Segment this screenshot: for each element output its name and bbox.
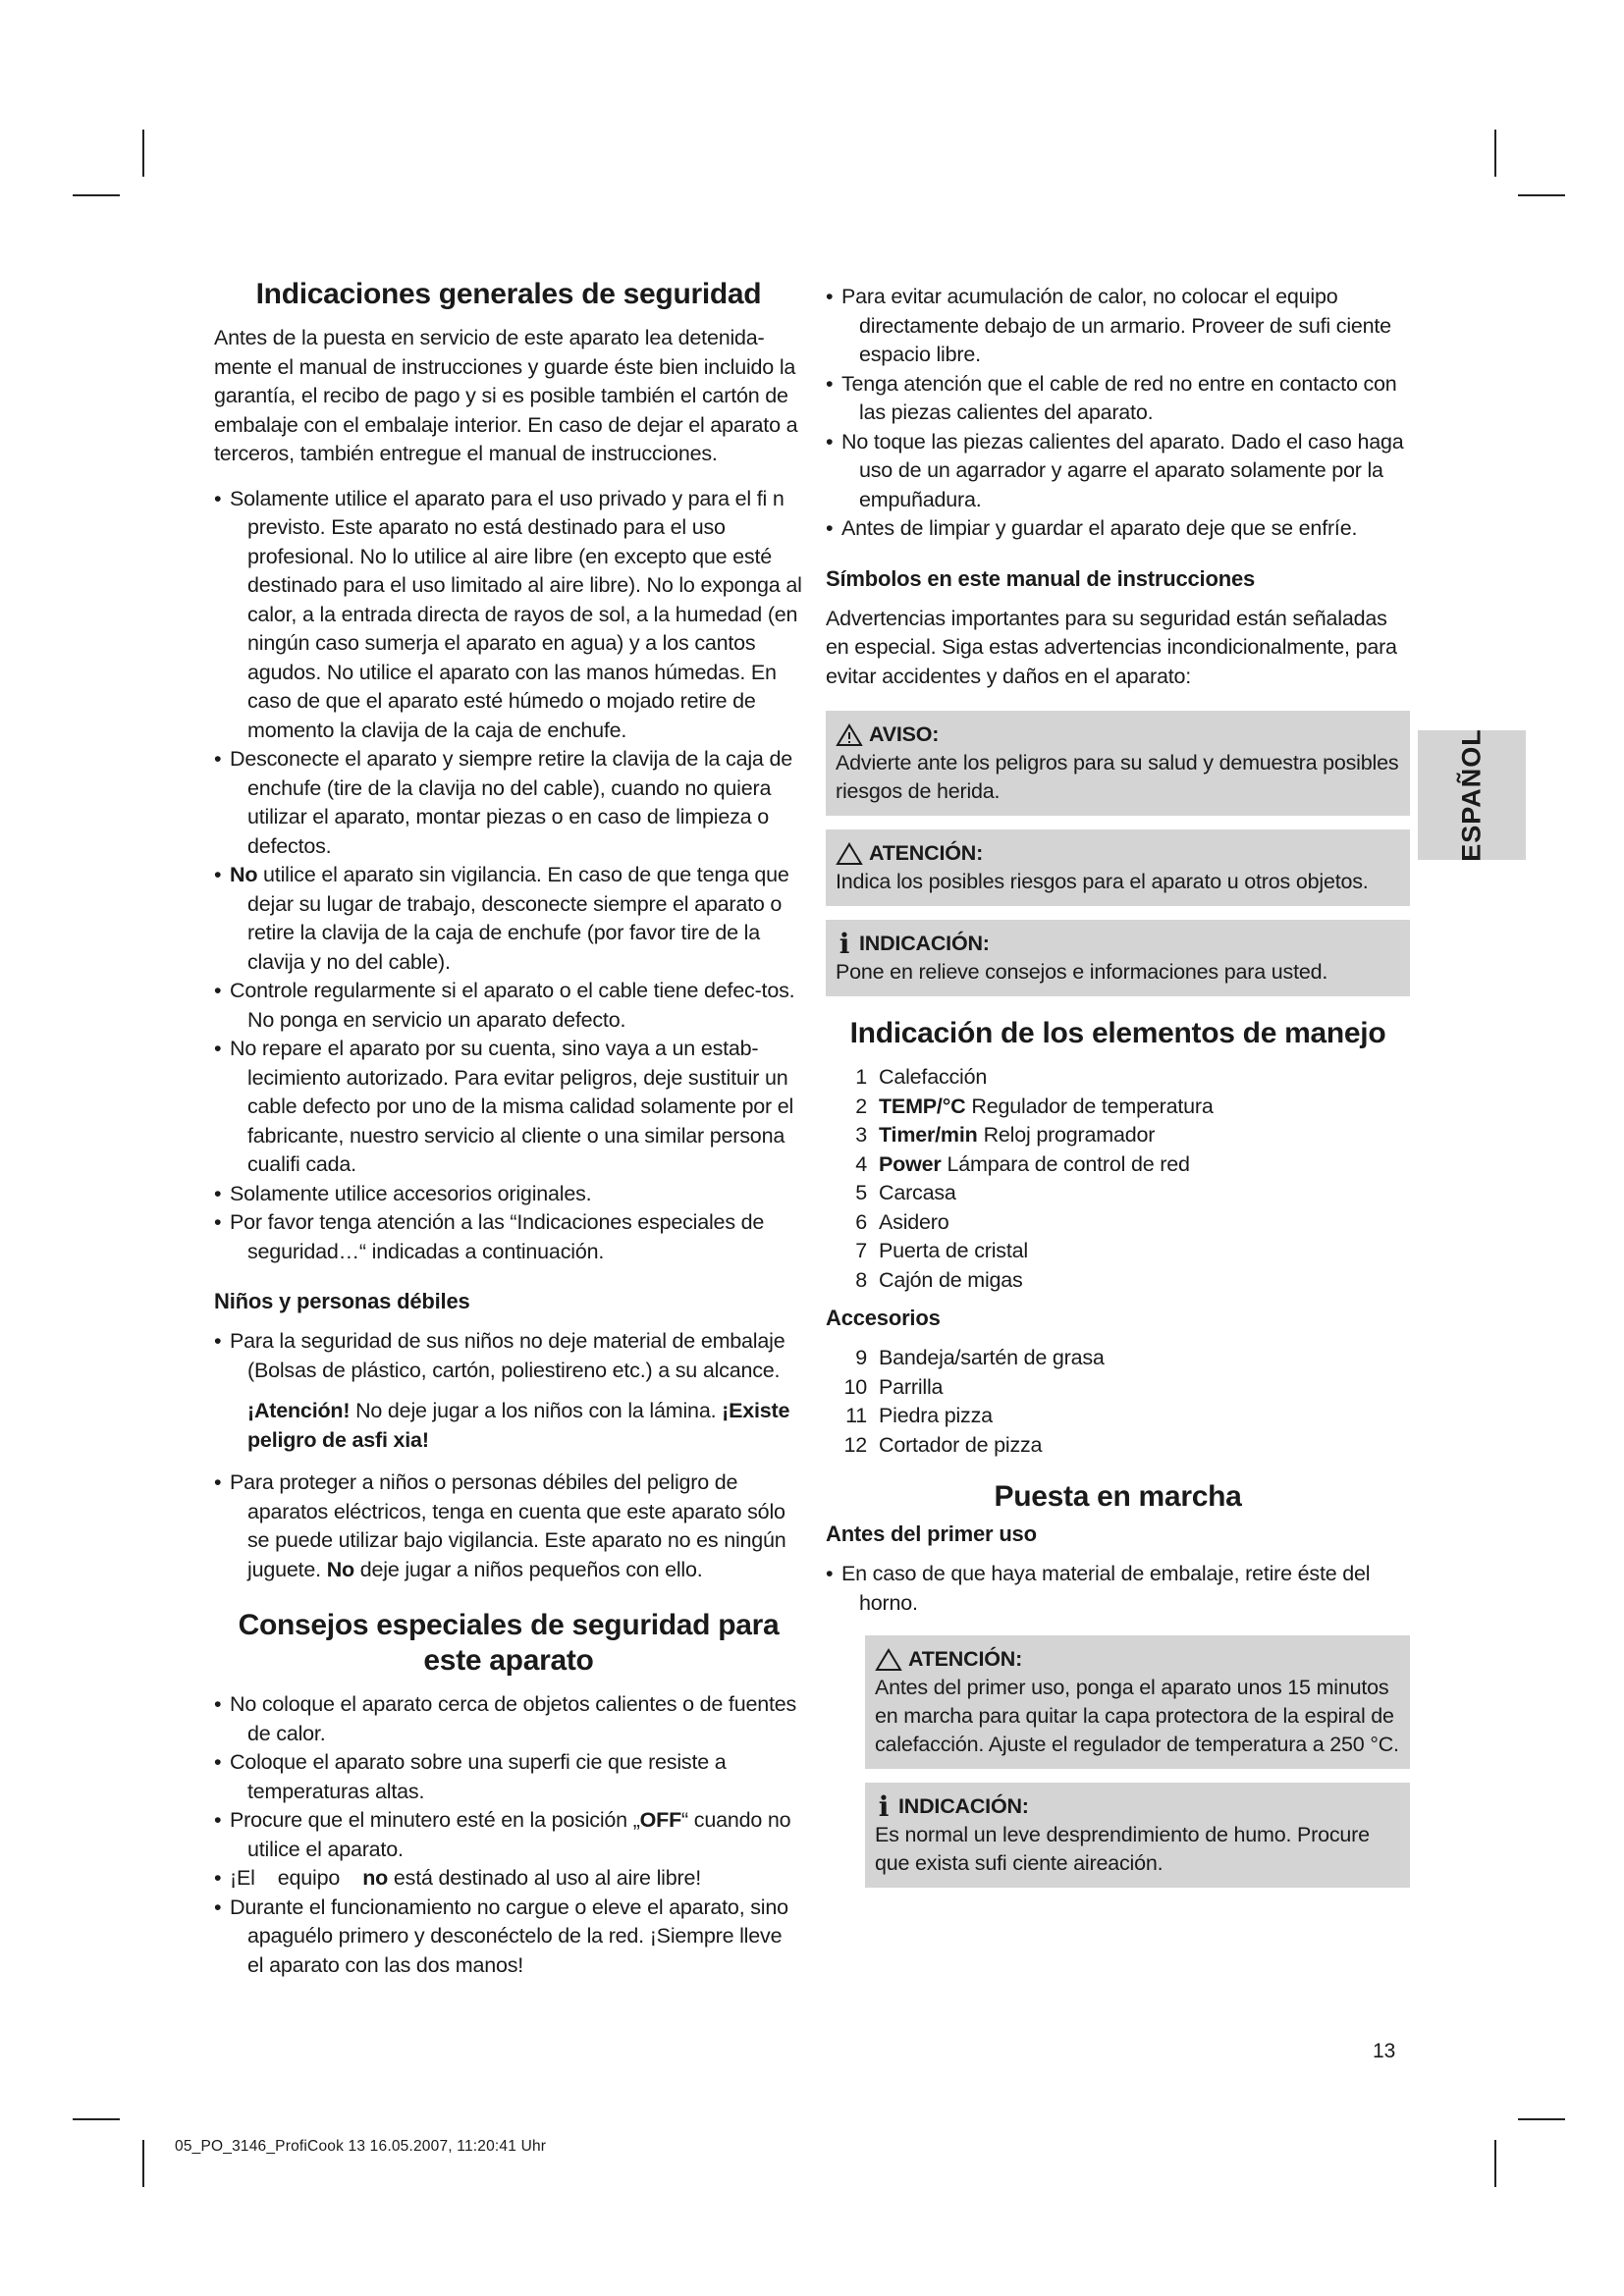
atencion-title: ATENCIÓN: xyxy=(869,841,984,865)
list-item: • Por favor tenga atención a las “Indicaciones especiales de seguridad…“ indicadas a continuación. xyxy=(214,1208,803,1266)
list-item xyxy=(839,1121,1410,1150)
right-column xyxy=(826,283,1410,1901)
bold-word: OFF xyxy=(639,1808,682,1832)
item-text: Puerta de cristal xyxy=(879,1239,1028,1262)
list-item: • Antes de limpiar y guardar el aparato deje que se enfríe. xyxy=(826,514,1410,544)
item-bold: Timer/min xyxy=(879,1123,978,1147)
accessories-list xyxy=(826,1344,1410,1460)
indicacion2-title: INDICACIÓN: xyxy=(898,1794,1029,1818)
list-item xyxy=(214,1806,803,1864)
atencion-title-row xyxy=(836,839,1400,868)
warning-triangle-icon xyxy=(836,723,863,747)
item-text: Bandeja/sartén de grasa xyxy=(879,1346,1105,1369)
list-item xyxy=(839,1237,1410,1266)
warning-text: No deje jugar a los niños con la lámina. xyxy=(350,1399,723,1422)
list-item xyxy=(214,1894,803,1981)
caution-triangle-icon xyxy=(836,842,863,866)
startup-title: Puesta en marcha xyxy=(994,1480,1242,1513)
list-item-text: ¡El equipo xyxy=(230,1866,363,1890)
accessories-heading: Accesorios xyxy=(826,1306,941,1330)
list-item-text: deje jugar a niños pequeños con ello. xyxy=(353,1557,703,1581)
item-text: Parrilla xyxy=(879,1374,944,1399)
list-item-text: Procure que el minutero esté en la posición „ xyxy=(230,1808,640,1832)
atencion2-text: Antes del primer uso, ponga el aparato unos 15 minutos en marcha para quitar la capa protectora de la espiral de calefacción. Ajuste el regulador de temperatura a 250 °C. xyxy=(875,1676,1399,1756)
aviso-title-row xyxy=(836,721,1400,749)
crop-mark xyxy=(142,130,144,177)
page-number: 13 xyxy=(1373,2040,1396,2062)
general-safety-list xyxy=(214,485,803,1267)
list-item xyxy=(214,1864,803,1894)
atencion-box xyxy=(826,829,1410,906)
indicacion-title: INDICACIÓN: xyxy=(859,932,990,955)
aviso-title: AVISO: xyxy=(869,722,940,746)
bold-word: No xyxy=(230,863,258,886)
list-item: • En caso de que haya material de embalaje, retire éste del horno. xyxy=(826,1560,1410,1618)
list-item xyxy=(214,1468,803,1584)
bold-text: ¡Existe peligro de asfi xia! xyxy=(247,1399,790,1452)
indicacion-box-2 xyxy=(865,1783,1410,1888)
indicacion-title-row xyxy=(836,927,1400,960)
list-item xyxy=(839,1402,1410,1431)
atencion2-title: ATENCIÓN: xyxy=(908,1647,1023,1671)
special-safety-title: Consejos especiales de seguridad para este aparato xyxy=(238,1609,780,1677)
item-text: Carcasa xyxy=(879,1181,956,1204)
list-item xyxy=(839,1063,1410,1093)
crop-mark xyxy=(73,2118,120,2120)
list-item: • Para evitar acumulación de calor, no colocar el equipo directamente debajo de un armario. Proveer de sufi ciente espacio libre. xyxy=(826,283,1410,370)
item-number: 9 xyxy=(855,1346,867,1369)
first-use-heading: Antes del primer uso xyxy=(826,1522,1037,1546)
children-list xyxy=(214,1327,803,1385)
item-number: 6 xyxy=(855,1209,867,1234)
crop-mark xyxy=(73,194,120,196)
list-item-text: sino apaguélo primero y desconéctelo de la red. ¡Siempre lleve el aparato con las dos manos! xyxy=(247,1895,788,1977)
item-text: Piedra pizza xyxy=(879,1404,993,1427)
list-item xyxy=(839,1093,1410,1122)
symbols-intro: Advertencias importantes para su seguridad están señaladas en especial. Siga estas advertencias incondicionalmente, para evitar accidentes y daños en el aparato: xyxy=(826,606,1397,688)
list-item xyxy=(839,1431,1410,1461)
caution-triangle-icon xyxy=(875,1648,902,1672)
list-item xyxy=(839,1179,1410,1208)
item-number: 1 xyxy=(855,1065,867,1089)
list-item-text: utilice el aparato sin vigilancia. En caso de que tenga que dejar su lugar de trabajo, desconecte siempre el aparato o retire la clavija de la caja de enchufe (por favor tire de la clavija y no del cable). xyxy=(247,863,789,974)
list-item: • Desconecte el aparato y siempre retire la clavija de la caja de enchufe (tire de la clavija no del cable), cuando no quiera utilizar el aparato, montar piezas o en caso de limpieza o defectos. xyxy=(214,745,803,861)
crop-mark xyxy=(1518,2118,1565,2120)
list-item: • Tenga atención que el cable de red no entre en contacto con las piezas calientes del aparato. xyxy=(826,370,1410,428)
list-item: • No toque las piezas calientes del aparato. Dado el caso haga uso de un agarrador y agarre el aparato solamente por la empuñadura. xyxy=(826,428,1410,515)
atencion2-title-row xyxy=(875,1645,1400,1674)
print-footer: 05_PO_3146_ProfiCook 13 16.05.2007, 11:20:41 Uhr xyxy=(175,2138,547,2155)
item-number: 8 xyxy=(855,1267,867,1292)
item-number: 12 xyxy=(843,1432,867,1457)
list-item xyxy=(839,1150,1410,1180)
left-column xyxy=(214,277,803,1980)
list-item xyxy=(839,1344,1410,1373)
list-item xyxy=(839,1208,1410,1238)
item-number: 7 xyxy=(855,1239,867,1262)
general-safety-title: Indicaciones generales de seguridad xyxy=(255,278,762,310)
item-number: 3 xyxy=(855,1123,867,1147)
list-item: • Solamente utilice el aparato para el uso privado y para el fi n previsto. Este aparato no está destinado para el uso profesional. No lo utilice al aire libre (en excepto que esté destinado para el uso limitado al aire libre). No lo exponga al calor, a la entrada directa de rayos de sol, a la humedad (en ningún caso sumerja el aparato en agua) y a los cantos agudos. No utilice el aparato con las manos húmedas. En caso de que el aparato esté húmedo o mojado retire de momento la clavija de la caja de enchufe. xyxy=(214,485,803,746)
list-item-text: Para proteger a niños o personas débiles del peligro de aparatos eléctricos, tenga en cuenta que este aparato sólo se puede utilizar bajo vigilancia. Este aparato no es ningún juguete. xyxy=(230,1470,786,1581)
item-number: 2 xyxy=(855,1094,867,1118)
indicacion-text: Pone en relieve consejos e informaciones para usted. xyxy=(836,960,1328,984)
elements-title: Indicación de los elementos de manejo xyxy=(849,1017,1386,1049)
children-heading: Niños y personas débiles xyxy=(214,1289,470,1313)
crop-mark xyxy=(1518,194,1565,196)
list-item: • Controle regularmente si el aparato o el cable tiene defec-tos. No ponga en servicio un aparato defecto. xyxy=(214,977,803,1035)
list-item xyxy=(839,1266,1410,1296)
item-text: Lámpara de control de red xyxy=(947,1151,1190,1176)
general-intro: Antes de la puesta en servicio de este aparato lea detenida-mente el manual de instrucciones y guarde éste bien incluido la garantía, el recibo de pago y si es posible también el cartón de embalaje con el embalaje interior. En caso de dejar el aparato a terceros, también entregue el manual de instrucciones. xyxy=(214,326,798,465)
bold-text: ¡Atención! xyxy=(247,1399,351,1422)
aviso-text: Advierte ante los peligros para su salud y demuestra posibles riesgos de herida. xyxy=(836,751,1399,803)
list-item xyxy=(214,861,803,977)
children-list-2 xyxy=(214,1468,803,1584)
item-number: 5 xyxy=(855,1181,867,1204)
indicacion-box xyxy=(826,920,1410,996)
item-text: Calefacción xyxy=(879,1065,988,1089)
crop-mark xyxy=(142,2140,144,2187)
first-use-list xyxy=(826,1560,1410,1618)
item-text: Asidero xyxy=(879,1209,949,1234)
item-number: 11 xyxy=(845,1404,867,1427)
list-item xyxy=(839,1373,1410,1403)
heat-safety-list xyxy=(826,283,1410,544)
info-icon: i xyxy=(839,927,850,960)
item-text: Reloj programador xyxy=(983,1123,1156,1147)
item-text: Cortador de pizza xyxy=(879,1432,1043,1457)
list-item-text: está destinado al uso al aire libre! xyxy=(388,1866,701,1890)
aviso-box xyxy=(826,711,1410,816)
symbols-heading: Símbolos en este manual de instrucciones xyxy=(826,565,1256,591)
item-number: 10 xyxy=(843,1374,867,1399)
item-bold: TEMP/°C xyxy=(879,1094,966,1118)
item-text: Cajón de migas xyxy=(879,1267,1023,1292)
suffocation-warning xyxy=(214,1397,803,1455)
item-number: 4 xyxy=(855,1151,867,1176)
list-item: • No coloque el aparato cerca de objetos calientes o de fuentes de calor. xyxy=(214,1690,803,1748)
atencion-text: Indica los posibles riesgos para el aparato u otros objetos. xyxy=(836,870,1369,893)
list-item-text: “ cuando no utilice el aparato. xyxy=(247,1808,791,1861)
list-item: • No repare el aparato por su cuenta, sino vaya a un estab-lecimiento autorizado. Para evitar peligros, deje sustituir un cable defecto por uno de la misma calidad solamente por el fabricante, nuestro servicio al cliente o una similar persona cualifi cada. xyxy=(214,1035,803,1180)
special-safety-list xyxy=(214,1690,803,1980)
item-bold: Power xyxy=(879,1151,942,1176)
bold-word: No xyxy=(326,1557,354,1581)
list-item-text: Durante el funcionamiento no cargue o eleve el aparato, xyxy=(230,1895,751,1919)
indicacion2-title-row xyxy=(875,1789,1400,1823)
item-text: Regulador de temperatura xyxy=(971,1094,1214,1118)
language-tab-label: ESPAÑOL xyxy=(1456,728,1487,862)
atencion-box-2 xyxy=(865,1635,1410,1769)
crop-mark xyxy=(1494,130,1496,177)
list-item: • Solamente utilice accesorios originales. xyxy=(214,1180,803,1209)
list-item: • Coloque el aparato sobre una superfi cie que resiste a temperaturas altas. xyxy=(214,1748,803,1806)
language-tab xyxy=(1418,730,1526,860)
bold-word: no xyxy=(362,1866,389,1890)
list-item: • Para la seguridad de sus niños no deje material de embalaje (Bolsas de plástico, cartón, poliestireno etc.) a su alcance. xyxy=(214,1327,803,1385)
indicacion2-text: Es normal un leve desprendimiento de humo. Procure que exista sufi ciente aireación. xyxy=(875,1823,1370,1875)
info-icon: i xyxy=(878,1789,890,1823)
elements-list xyxy=(826,1063,1410,1295)
crop-mark xyxy=(1494,2140,1496,2187)
